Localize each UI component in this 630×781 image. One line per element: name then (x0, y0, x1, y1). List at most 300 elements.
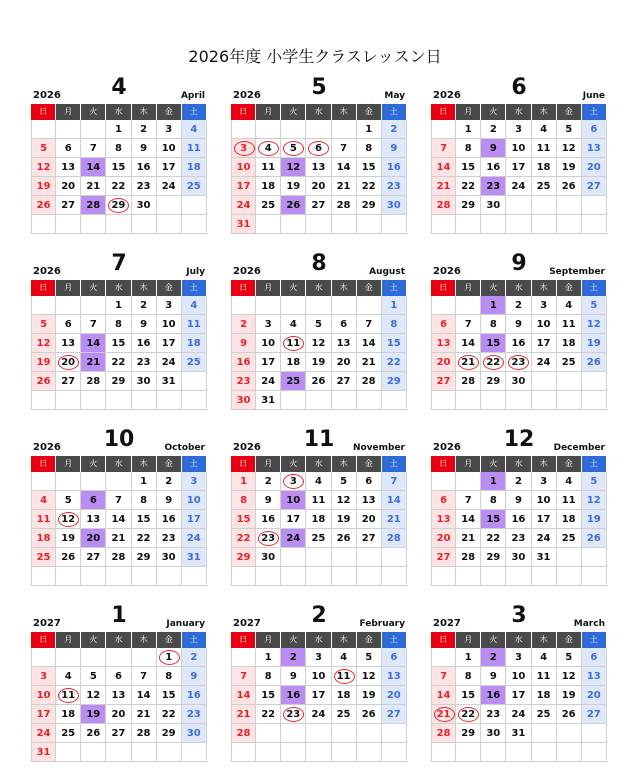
empty-day-cell (132, 215, 157, 234)
day-cell: 31 (31, 743, 56, 762)
empty-day-cell (256, 215, 281, 234)
weekday-header: 土 (382, 456, 407, 472)
empty-day-cell (456, 215, 481, 234)
day-cell: 29 (382, 372, 407, 391)
day-cell: 21 (382, 510, 407, 529)
empty-day-cell (332, 391, 357, 410)
day-cell: 27 (81, 548, 106, 567)
weekday-header: 火 (81, 632, 106, 648)
month-number: 1 (111, 603, 127, 628)
day-cell: 8 (231, 491, 256, 510)
day-cell: 10 (306, 667, 331, 686)
weekday-header: 金 (357, 280, 382, 296)
weekday-header: 土 (182, 280, 207, 296)
empty-day-cell (557, 567, 582, 586)
empty-day-cell (557, 724, 582, 743)
day-cell: 3 (532, 296, 557, 315)
day-cell: 3 (157, 296, 182, 315)
day-cell: 31 (506, 724, 531, 743)
day-cell: 17 (182, 510, 207, 529)
empty-day-cell (56, 743, 81, 762)
lesson-day: 15 (481, 334, 506, 353)
day-cell: 30 (481, 196, 506, 215)
weekday-header: 火 (481, 280, 506, 296)
empty-day-cell (31, 567, 56, 586)
lesson-day: 1 (481, 472, 506, 491)
day-cell: 1 (256, 648, 281, 667)
circled-day: 20 (56, 353, 81, 372)
weekday-header: 土 (582, 280, 607, 296)
empty-day-cell (332, 215, 357, 234)
empty-day-cell (532, 391, 557, 410)
day-cell: 2 (157, 472, 182, 491)
day-cell: 12 (582, 315, 607, 334)
day-cell: 3 (306, 648, 331, 667)
day-cell: 10 (506, 139, 531, 158)
day-cell: 24 (532, 353, 557, 372)
day-cell: 7 (456, 491, 481, 510)
empty-day-cell (231, 296, 256, 315)
day-cell: 18 (256, 177, 281, 196)
month-year: 2026 (33, 90, 61, 101)
month-days-grid (431, 456, 607, 586)
day-cell: 12 (31, 158, 56, 177)
day-cell: 10 (532, 315, 557, 334)
month-december (431, 427, 607, 586)
day-cell: 14 (106, 510, 131, 529)
day-cell: 25 (306, 529, 331, 548)
empty-day-cell (157, 196, 182, 215)
month-number: 6 (511, 75, 527, 100)
month-english-name: February (359, 619, 405, 629)
day-cell: 13 (56, 158, 81, 177)
day-cell: 18 (532, 158, 557, 177)
day-cell: 23 (506, 529, 531, 548)
day-cell: 28 (81, 372, 106, 391)
empty-day-cell (231, 120, 256, 139)
empty-day-cell (157, 743, 182, 762)
day-cell: 25 (182, 177, 207, 196)
day-cell: 21 (106, 529, 131, 548)
month-english-name: April (180, 91, 205, 101)
day-cell: 18 (557, 510, 582, 529)
day-cell: 2 (132, 296, 157, 315)
weekday-header: 日 (231, 456, 256, 472)
day-cell: 14 (431, 686, 456, 705)
day-cell: 8 (357, 139, 382, 158)
day-cell: 3 (31, 667, 56, 686)
weekday-header: 土 (582, 632, 607, 648)
empty-day-cell (382, 548, 407, 567)
day-cell: 24 (506, 177, 531, 196)
empty-day-cell (506, 743, 531, 762)
empty-day-cell (106, 391, 131, 410)
lesson-day: 16 (481, 686, 506, 705)
empty-day-cell (431, 567, 456, 586)
circled-day: 21 (431, 705, 456, 724)
month-header (431, 427, 607, 456)
empty-day-cell (281, 724, 306, 743)
day-cell: 7 (231, 667, 256, 686)
day-cell: 28 (332, 196, 357, 215)
day-cell: 2 (506, 472, 531, 491)
day-cell: 1 (106, 120, 131, 139)
empty-day-cell (31, 648, 56, 667)
month-april (31, 75, 207, 234)
day-cell: 11 (557, 491, 582, 510)
day-cell: 26 (31, 196, 56, 215)
day-cell: 14 (357, 334, 382, 353)
circled-day: 21 (456, 353, 481, 372)
day-cell: 9 (231, 334, 256, 353)
empty-day-cell (431, 215, 456, 234)
day-cell: 16 (157, 510, 182, 529)
weekday-header: 日 (31, 104, 56, 120)
day-cell: 26 (557, 705, 582, 724)
circled-day: 3 (231, 139, 256, 158)
day-cell: 4 (182, 120, 207, 139)
empty-day-cell (456, 567, 481, 586)
month-year: 2026 (233, 442, 261, 453)
weekday-header: 土 (382, 104, 407, 120)
day-cell: 16 (132, 334, 157, 353)
circled-day: 5 (281, 139, 306, 158)
lesson-day: 16 (281, 686, 306, 705)
lesson-day: 2 (481, 648, 506, 667)
empty-day-cell (56, 648, 81, 667)
day-cell: 22 (382, 353, 407, 372)
day-cell: 28 (132, 724, 157, 743)
month-number: 2 (311, 603, 327, 628)
weekday-header: 土 (182, 632, 207, 648)
day-cell: 16 (481, 158, 506, 177)
day-cell: 30 (506, 372, 531, 391)
day-cell: 22 (132, 529, 157, 548)
day-cell: 3 (157, 120, 182, 139)
weekday-header: 水 (506, 104, 531, 120)
day-cell: 17 (31, 705, 56, 724)
weekday-header: 土 (582, 104, 607, 120)
day-cell: 15 (456, 686, 481, 705)
empty-day-cell (582, 391, 607, 410)
month-days-grid (431, 280, 607, 410)
month-days-grid (31, 456, 207, 586)
day-cell: 4 (306, 472, 331, 491)
day-cell: 23 (132, 353, 157, 372)
empty-day-cell (456, 743, 481, 762)
day-cell: 12 (582, 491, 607, 510)
weekday-header: 水 (306, 280, 331, 296)
day-cell: 1 (132, 472, 157, 491)
empty-day-cell (481, 743, 506, 762)
weekday-header: 火 (481, 456, 506, 472)
empty-day-cell (532, 743, 557, 762)
month-english-name: March (573, 619, 605, 629)
day-cell: 10 (182, 491, 207, 510)
month-days-grid (231, 456, 407, 586)
empty-day-cell (31, 215, 56, 234)
month-year: 2026 (433, 442, 461, 453)
day-cell: 26 (582, 353, 607, 372)
empty-day-cell (81, 215, 106, 234)
day-cell: 18 (31, 529, 56, 548)
day-cell: 22 (106, 177, 131, 196)
day-cell: 11 (532, 139, 557, 158)
day-cell: 3 (256, 315, 281, 334)
empty-day-cell (532, 196, 557, 215)
day-cell: 23 (132, 177, 157, 196)
month-header (231, 75, 407, 104)
weekday-header: 金 (357, 632, 382, 648)
empty-day-cell (256, 567, 281, 586)
weekday-header: 金 (157, 456, 182, 472)
day-cell: 14 (132, 686, 157, 705)
empty-day-cell (382, 215, 407, 234)
month-header (431, 75, 607, 104)
day-cell: 13 (582, 139, 607, 158)
day-cell: 21 (332, 177, 357, 196)
day-cell: 22 (357, 177, 382, 196)
day-cell: 10 (157, 315, 182, 334)
empty-day-cell (557, 372, 582, 391)
month-number: 4 (111, 75, 127, 100)
day-cell: 16 (382, 158, 407, 177)
page-title: 2026年度 小学生クラスレッスン日 (188, 47, 442, 66)
circled-day: 4 (256, 139, 281, 158)
empty-day-cell (132, 391, 157, 410)
empty-day-cell (281, 743, 306, 762)
day-cell: 27 (106, 724, 131, 743)
month-english-name: September (549, 267, 605, 277)
empty-day-cell (106, 215, 131, 234)
day-cell: 20 (431, 529, 456, 548)
month-english-name: June (582, 91, 605, 101)
day-cell: 2 (481, 120, 506, 139)
empty-day-cell (431, 120, 456, 139)
day-cell: 30 (132, 196, 157, 215)
day-cell: 28 (357, 372, 382, 391)
weekday-header: 火 (81, 280, 106, 296)
empty-day-cell (281, 296, 306, 315)
day-cell: 15 (256, 686, 281, 705)
day-cell: 14 (332, 158, 357, 177)
empty-day-cell (332, 743, 357, 762)
day-cell: 14 (231, 686, 256, 705)
month-english-name: January (166, 619, 205, 629)
empty-day-cell (456, 296, 481, 315)
empty-day-cell (582, 196, 607, 215)
day-cell: 3 (532, 472, 557, 491)
empty-day-cell (31, 296, 56, 315)
day-cell: 8 (481, 491, 506, 510)
day-cell: 15 (157, 686, 182, 705)
empty-day-cell (506, 391, 531, 410)
day-cell: 5 (582, 296, 607, 315)
empty-day-cell (357, 548, 382, 567)
day-cell: 23 (157, 529, 182, 548)
empty-day-cell (357, 391, 382, 410)
empty-day-cell (481, 215, 506, 234)
month-year: 2027 (33, 618, 61, 629)
day-cell: 4 (56, 667, 81, 686)
weekday-header: 土 (182, 104, 207, 120)
month-header (431, 251, 607, 280)
empty-day-cell (106, 743, 131, 762)
weekday-header: 月 (56, 456, 81, 472)
circled-day: 29 (106, 196, 131, 215)
day-cell: 4 (31, 491, 56, 510)
lesson-day: 10 (281, 491, 306, 510)
day-cell: 4 (332, 648, 357, 667)
day-cell: 21 (357, 353, 382, 372)
lesson-day: 12 (281, 158, 306, 177)
empty-day-cell (431, 391, 456, 410)
day-cell: 17 (231, 177, 256, 196)
day-cell: 13 (106, 686, 131, 705)
day-cell: 1 (357, 120, 382, 139)
day-cell: 19 (31, 353, 56, 372)
weekday-header: 水 (106, 104, 131, 120)
month-number: 9 (511, 251, 527, 276)
weekday-header: 月 (56, 632, 81, 648)
day-cell: 30 (182, 724, 207, 743)
day-cell: 11 (256, 158, 281, 177)
day-cell: 14 (431, 158, 456, 177)
lesson-day: 23 (481, 177, 506, 196)
day-cell: 6 (332, 315, 357, 334)
day-cell: 4 (281, 315, 306, 334)
day-cell: 17 (306, 686, 331, 705)
month-may (231, 75, 407, 234)
weekday-header: 水 (506, 632, 531, 648)
empty-day-cell (357, 215, 382, 234)
month-february (231, 603, 407, 762)
empty-day-cell (281, 391, 306, 410)
empty-day-cell (106, 567, 131, 586)
day-cell: 12 (81, 686, 106, 705)
day-cell: 23 (481, 705, 506, 724)
day-cell: 28 (431, 724, 456, 743)
empty-day-cell (256, 743, 281, 762)
empty-day-cell (306, 296, 331, 315)
weekday-header: 火 (81, 104, 106, 120)
day-cell: 19 (582, 510, 607, 529)
day-cell: 9 (157, 491, 182, 510)
empty-day-cell (31, 120, 56, 139)
weekday-header: 木 (532, 280, 557, 296)
weekday-header: 土 (382, 280, 407, 296)
day-cell: 30 (256, 548, 281, 567)
month-header (31, 427, 207, 456)
day-cell: 30 (157, 548, 182, 567)
month-year: 2027 (233, 618, 261, 629)
day-cell: 26 (31, 372, 56, 391)
day-cell: 12 (306, 334, 331, 353)
empty-day-cell (582, 215, 607, 234)
day-cell: 17 (532, 334, 557, 353)
empty-day-cell (557, 215, 582, 234)
day-cell: 4 (532, 120, 557, 139)
empty-day-cell (431, 743, 456, 762)
empty-day-cell (81, 743, 106, 762)
day-cell: 24 (157, 353, 182, 372)
day-cell: 22 (231, 529, 256, 548)
day-cell: 6 (431, 491, 456, 510)
day-cell: 17 (506, 686, 531, 705)
weekday-header: 日 (431, 104, 456, 120)
day-cell: 28 (456, 372, 481, 391)
weekday-header: 火 (281, 632, 306, 648)
empty-day-cell (506, 196, 531, 215)
weekday-header: 火 (281, 104, 306, 120)
day-cell: 13 (582, 667, 607, 686)
day-cell: 8 (132, 491, 157, 510)
month-header (231, 427, 407, 456)
day-cell: 16 (132, 158, 157, 177)
day-cell: 9 (382, 139, 407, 158)
day-cell: 4 (182, 296, 207, 315)
weekday-header: 日 (231, 104, 256, 120)
empty-day-cell (332, 296, 357, 315)
empty-day-cell (157, 567, 182, 586)
day-cell: 10 (532, 491, 557, 510)
empty-day-cell (332, 120, 357, 139)
month-days-grid (231, 632, 407, 762)
day-cell: 19 (31, 177, 56, 196)
day-cell: 5 (332, 472, 357, 491)
month-english-name: May (384, 91, 405, 101)
circled-day: 12 (56, 510, 81, 529)
empty-day-cell (281, 567, 306, 586)
month-number: 11 (303, 427, 335, 452)
day-cell: 29 (106, 372, 131, 391)
lesson-day: 9 (481, 139, 506, 158)
day-cell: 10 (506, 667, 531, 686)
empty-day-cell (532, 215, 557, 234)
day-cell: 10 (31, 686, 56, 705)
day-cell: 2 (132, 120, 157, 139)
day-cell: 7 (332, 139, 357, 158)
day-cell: 30 (132, 372, 157, 391)
day-cell: 5 (582, 472, 607, 491)
day-cell: 29 (231, 548, 256, 567)
circled-day: 23 (281, 705, 306, 724)
day-cell: 8 (456, 667, 481, 686)
weekday-header: 水 (106, 280, 131, 296)
day-cell: 5 (81, 667, 106, 686)
day-cell: 20 (382, 686, 407, 705)
day-cell: 26 (557, 177, 582, 196)
month-english-name: October (164, 443, 205, 453)
empty-day-cell (281, 215, 306, 234)
circled-day: 11 (332, 667, 357, 686)
day-cell: 18 (182, 158, 207, 177)
day-cell: 12 (557, 667, 582, 686)
weekday-header: 金 (557, 280, 582, 296)
month-year: 2026 (433, 266, 461, 277)
weekday-header: 木 (332, 456, 357, 472)
day-cell: 18 (56, 705, 81, 724)
day-cell: 6 (357, 472, 382, 491)
day-cell: 10 (157, 139, 182, 158)
circled-day: 22 (456, 705, 481, 724)
empty-day-cell (56, 296, 81, 315)
day-cell: 12 (357, 667, 382, 686)
weekday-header: 月 (256, 280, 281, 296)
day-cell: 23 (182, 705, 207, 724)
day-cell: 6 (106, 667, 131, 686)
empty-day-cell (56, 472, 81, 491)
